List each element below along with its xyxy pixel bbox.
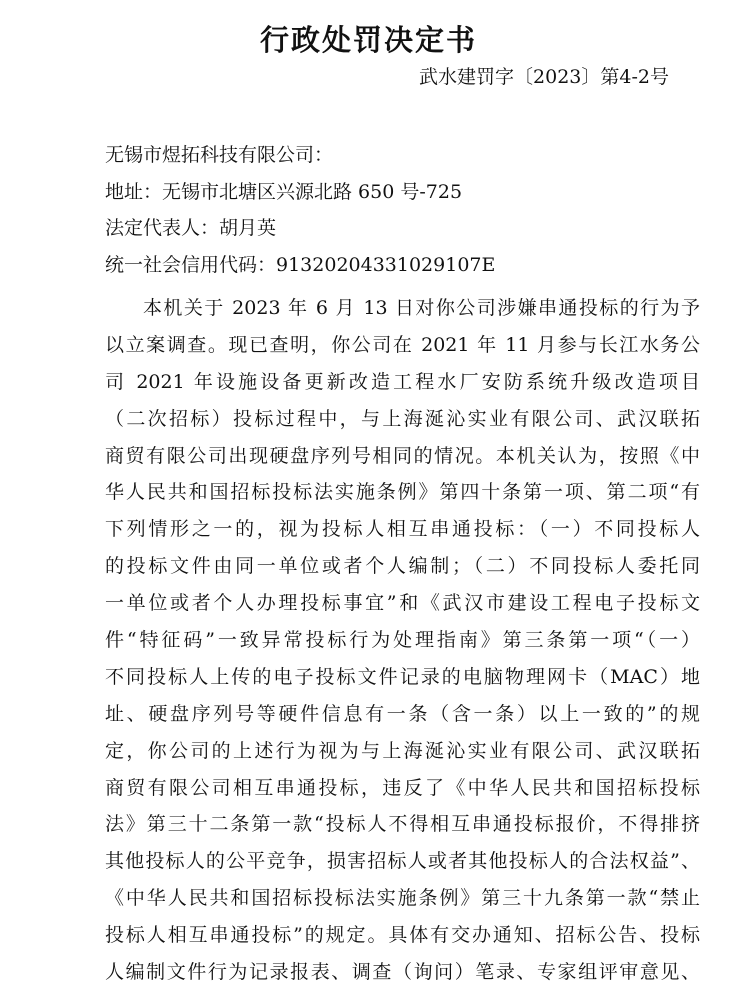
credit-code: 统一社会信用代码：91320204331029107E [105,254,496,276]
recipient: 无锡市煜拓科技有限公司： [105,144,334,166]
paragraph-line: 法》第三十二条第一款“投标人不得相互串通投标报价，不得排挤 [105,813,700,836]
paragraph-line: 定，你公司的上述行为视为与上海涎沁实业有限公司、武汉联拓 [105,739,700,762]
paragraph-line: 一单位或者个人办理投标事宜”和《武汉市建设工程电子投标文 [105,592,700,615]
paragraph-line: 以立案调查。现已查明，你公司在 2021 年 11 月参与长江水务公 [105,333,700,356]
paragraph-line: 商贸有限公司出现硬盘序列号相同的情况。本机关认为，按照《中 [105,444,700,467]
paragraph-line: 《中华人民共和国招标投标法实施条例》第三十九条第一款“禁止 [105,887,700,910]
paragraph-line: 商贸有限公司相互串通投标，违反了《中华人民共和国招标投标 [105,776,700,799]
paragraph-line: 的投标文件由同一单位或者个人编制；（二）不同投标人委托同 [105,555,700,578]
paragraph-line: 下列情形之一的，视为投标人相互串通投标：（一）不同投标人 [105,518,700,541]
body-paragraph [105,290,700,991]
paragraph-line: 其他投标人的公平竞争，损害招标人或者其他投标人的合法权益”、 [105,850,700,873]
document-number: 武水建罚字〔2023〕第4-2号 [419,66,669,88]
legal-representative: 法定代表人：胡月英 [105,217,277,239]
address: 地址：无锡市北塘区兴源北路 650 号-725 [105,181,463,203]
paragraph-line: 人编制文件行为记录报表、调查（询问）笔录、专家组评审意见、 [105,961,700,984]
paragraph-line: 华人民共和国招标投标法实施条例》第四十条第一项、第二项“有 [105,481,700,504]
paragraph-line: （二次招标）投标过程中，与上海涎沁实业有限公司、武汉联拓 [105,407,700,430]
document-title: 行政处罚决定书 [259,23,477,57]
paragraph-line: 址、硬盘序列号等硬件信息有一条（含一条）以上一致的”的规 [105,702,700,725]
paragraph-line: 不同投标人上传的电子投标文件记录的电脑物理网卡（MAC）地 [105,665,700,688]
paragraph-line: 本机关于 2023 年 6 月 13 日对你公司涉嫌串通投标的行为予 [143,297,700,319]
paragraph-line: 司 2021 年设施设备更新改造工程水厂安防系统升级改造项目 [105,370,700,393]
paragraph-line: 投标人相互串通投标”的规定。具体有交办通知、招标公告、投标 [105,924,700,947]
paragraph-line: 件“特征码”一致异常投标行为处理指南》第三条第一项“（一） [105,629,700,652]
